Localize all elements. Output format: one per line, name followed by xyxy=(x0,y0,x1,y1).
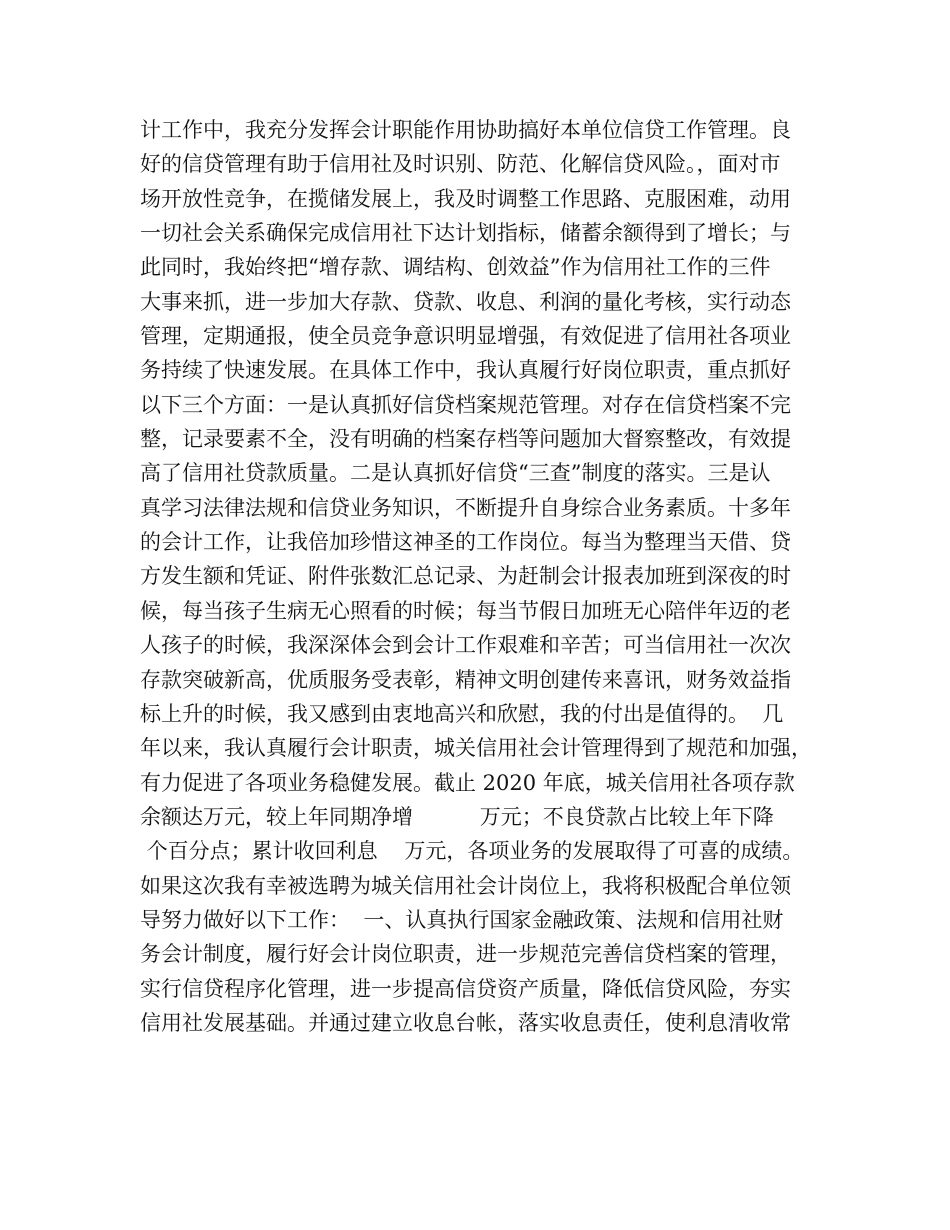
text-line: 导努力做好以下工作： 一、认真执行国家金融政策、法规和信用社财 xyxy=(140,907,784,932)
text-line: 余额达万元，较上年同期净增 万元；不良贷款占比较上年下降 xyxy=(140,804,774,829)
text-line: 年以来，我认真履行会计职责，城关信用社会计管理得到了规范和加强， xyxy=(140,736,812,761)
text-line: 此同时，我始终把“增存款、调结构、创效益”作为信用社工作的三件 xyxy=(140,255,771,280)
text-line: 务会计制度，履行好会计岗位职责，进一步规范完善信贷档案的管理， xyxy=(140,942,791,967)
text-line: 的会计工作，让我倍加珍惜这神圣的工作岗位。每当为整理当天借、贷 xyxy=(140,530,791,555)
text-line: 标上升的时候，我又感到由衷地高兴和欣慰，我的付出是值得的。 几 xyxy=(140,701,784,726)
text-line: 大事来抓，进一步加大存款、贷款、收息、利润的量化考核，实行动态 xyxy=(140,289,791,314)
text-line: 高了信用社贷款质量。二是认真抓好信贷“三查”制度的落实。三是认 xyxy=(140,461,771,486)
text-line: 如果这次我有幸被选聘为城关信用社会计岗位上，我将积极配合单位领 xyxy=(140,873,791,898)
text-line: 信用社发展基础。并通过建立收息台帐，落实收息责任，使利息清收常 xyxy=(140,1010,791,1035)
text-line: 一切社会关系确保完成信用社下达计划指标，储蓄余额得到了增长；与 xyxy=(140,221,791,246)
text-line: 方发生额和凭证、附件张数汇总记录、为赶制会计报表加班到深夜的时 xyxy=(140,564,791,589)
text-line: 实行信贷程序化管理，进一步提高信贷资产质量，降低信贷风险，夯实 xyxy=(140,976,791,1001)
text-line: 有力促进了各项业务稳健发展。截止 2020 年底，城关信用社各项存款 xyxy=(140,770,795,795)
text-line: 计工作中，我充分发挥会计职能作用协助搞好本单位信贷工作管理。良 xyxy=(140,118,791,142)
text-line: 候，每当孩子生病无心照看的时候；每当节假日加班无心陪伴年迈的老 xyxy=(140,598,791,623)
text-line: 务持续了快速发展。在具体工作中，我认真履行好岗位职责，重点抓好 xyxy=(140,358,791,383)
body-text xyxy=(140,113,830,1040)
text-line: 存款突破新高，优质服务受表彰，精神文明创建传来喜讯，财务效益指 xyxy=(140,667,791,692)
text-line: 真学习法律法规和信贷业务知识，不断提升自身综合业务素质。十多年 xyxy=(140,495,791,520)
text-line: 以下三个方面：一是认真抓好信贷档案规范管理。对存在信贷档案不完 xyxy=(140,392,791,417)
text-line: 整，记录要素不全，没有明确的档案存档等问题加大督察整改，有效提 xyxy=(140,427,791,452)
text-line: 人孩子的时候，我深深体会到会计工作艰难和辛苦；可当信用社一次次 xyxy=(140,633,791,658)
text-line: 个百分点；累计收回利息 万元，各项业务的发展取得了可喜的成绩。 xyxy=(140,839,804,864)
text-line: 好的信贷管理有助于信用社及时识别、防范、化解信贷风险。，面对市 xyxy=(140,152,781,177)
text-line: 管理，定期通报，使全员竞争意识明显增强，有效促进了信用社各项业 xyxy=(140,324,791,349)
text-line: 场开放性竞争，在揽储发展上，我及时调整工作思路、克服困难，动用 xyxy=(140,186,791,211)
